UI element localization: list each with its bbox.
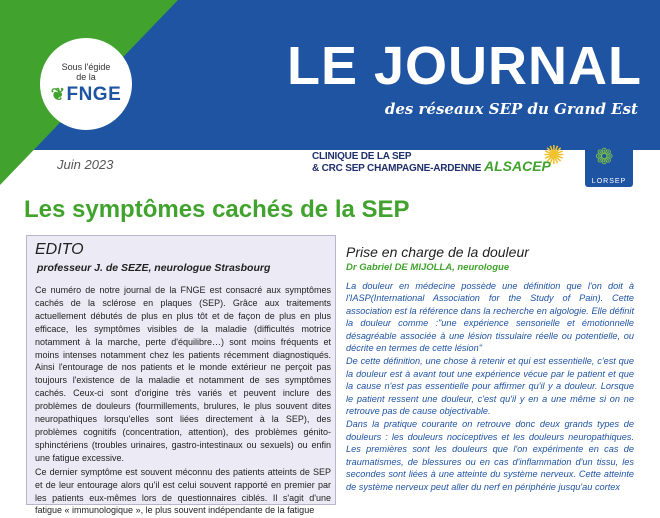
article-body [346,280,634,494]
article-heading: Prise en charge de la douleur [346,244,529,260]
edito-paragraph: Ce dernier symptôme est souvent méconnu des patients atteints de SEP et de leur entourage alors qu'il est celui souvent rapporté en premier par les patients eux-mêmes lors de questionnaires ciblés. Il s'agit d'une fatigue « immunologique », le plus souvent indépendante de la fatigue [35,466,331,516]
logo-egide-line1: Sous l'égide [61,62,111,72]
edito-paragraph: Ce numéro de notre journal de la FNGE est consacré aux symptômes cachés de la sclérose en plaques (SEP). Grâce aux traitements actuellement débutés de plus en plus tôt et de façon de plus en plus efficace, les symptômes visibles de la maladie (difficultés motrice notamment à la marche, perte d'équilibre…) sont moins fréquents et moins intenses notamment chez les patients récemment diagnostiqués. Ainsi l'entourage de nos patients et le monde extérieur ne perçoit pas toujours l'existence de la maladie et notamment de ses symptômes cachés. Ceux-ci sont d'origine très variés et peuvent inclure des problèmes de douleurs (fourmillements, brulures, le plus souvent dites neuropathiques lorsqu'elles sont liées directement à la SEP), des problèmes cognitifs (concentration, attention), des problèmes génito-sphinctériens (troubles urinaires, gastro-intestinaux ou sexuels) ou enfin une fatigue excessive. [35,285,331,463]
journal-subtitle: des réseaux SEP du Grand Est [384,100,638,118]
logo-egide-line2: de la [76,72,96,82]
journal-title: LE JOURNAL [286,36,642,96]
article-paragraph: Dans la pratique courante on retrouve donc deux grands types de douleurs : les douleurs nociceptives et les douleurs neuropathiques. Les premières sont les douleurs que l'on expérimente en cas de traumatismes, de blessures ou en cas d'inflammation d'un tissu, les secondes sont liées à une atteinte du système nerveux. Cette atteinte de système nerveux peut aller du nerf en périphérie jusqu'au cortex [346,419,634,492]
alsacep-logo: ALSACEP [484,158,551,174]
clinique-sep-logo [312,151,481,175]
article-author: Dr Gabriel DE MIJOLLA, neurologue [346,262,510,273]
lorsep-logo [585,141,633,187]
neuron-icon: ❁ [595,144,614,169]
leaf-icon: ❦ [50,85,66,104]
edito-author: professeur J. de SEZE, neurologue Strasbourg [37,262,271,274]
edito-heading: EDITO [35,241,84,258]
issue-date: Juin 2023 [57,157,114,172]
edito-box [26,235,336,516]
fnge-wordmark: FNGE [66,84,122,105]
lorsep-label: LORSEP [591,178,627,185]
sparkle-icon: ✺ [543,140,565,170]
clinique-line1: CLINIQUE DE LA SEP [312,151,412,162]
edito-body [35,284,331,518]
article-paragraph: De cette définition, une chose à retenir et qui est essentielle, c'est que la douleur est à avant tout une expérience vécue par le patient et que la cause n'est pas essentielle pour affirmer qu'il y a douleur. Lorsque le patient ressent une douleur, c'est qu'il y en a une même si on ne retrouve pas de cause objectivable. [346,356,634,417]
page-title: Les symptômes cachés de la SEP [24,196,410,223]
fnge-logo [40,38,132,130]
clinique-line2: & CRC SEP CHAMPAGNE-ARDENNE [312,163,482,174]
article-paragraph: La douleur en médecine possède une définition que l'on doit à l'IASP(International Association for the Study of Pain). Cette association est la référence dans la recherche en algologie. Elle définit la douleur comme :"une expérience sensorielle et émotionnelle désagréable associée à une lésion tissulaire réelle ou potentielle, ou décrite en termes de cette lésion" [346,281,634,354]
